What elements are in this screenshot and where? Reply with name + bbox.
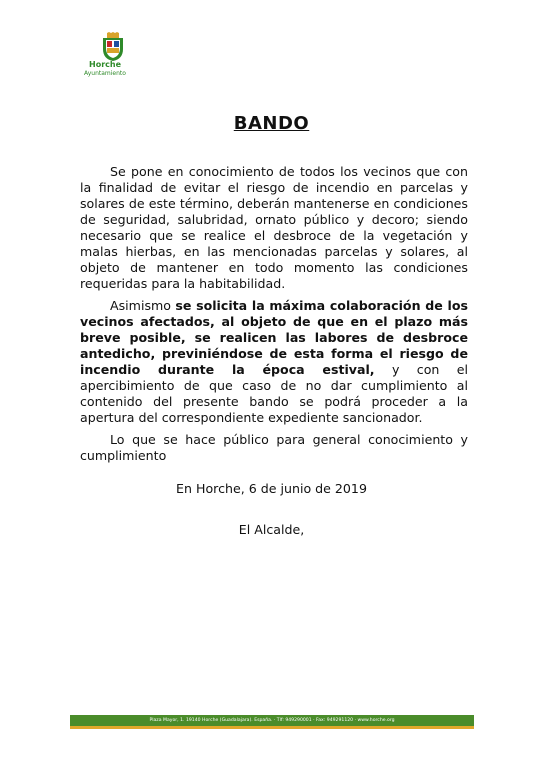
logo-subtitle: Ayuntamiento	[84, 70, 126, 77]
paragraph-2-tail: y con el apercibimiento de que caso de no dar cumplimiento al contenido del presente bando se podrá proceder a la apertura del correspondiente expediente sancionador.	[80, 362, 468, 425]
document-body	[80, 164, 468, 470]
crest-icon	[99, 32, 127, 62]
paragraph-2-lead: Asimismo	[110, 298, 176, 313]
footer-gold-stripe	[70, 726, 474, 729]
paragraph-3: Lo que se hace público para general conocimiento y cumplimiento	[80, 432, 468, 463]
place-date: En Horche, 6 de junio de 2019	[176, 481, 367, 496]
logo-town-name: Horche	[89, 60, 121, 69]
paragraph-1: Se pone en conocimiento de todos los vecinos que con la finalidad de evitar el riesgo de incendio en parcelas y solares de este término, deberán mantenerse en condiciones de seguridad, salubridad, ornato público y decoro; siendo necesario que se realice el desbroce de la vegetación y malas hierbas, en las mencionadas parcelas y solares, al objeto de mantener en todo momento las condiciones requeridas para la habitabilidad.	[80, 164, 468, 291]
document-title: BANDO	[233, 113, 310, 134]
paragraph-2	[80, 298, 468, 426]
paragraph-2-bold: se solicita la máxima colaboración de los vecinos afectados, al objeto de que en el plazo más breve posible, se realicen las labores de desbroce antedicho, previniéndose de esta forma el riesgo de incendio durante la época estival,	[80, 298, 469, 377]
signer: El Alcalde,	[238, 522, 305, 537]
footer-bar	[70, 715, 474, 730]
footer-address: Plaza Mayor, 1. 19140 Horche (Guadalajara). España. · Tlf: 949290001 · Fax: 949291120 · www.horche.org	[149, 718, 395, 723]
